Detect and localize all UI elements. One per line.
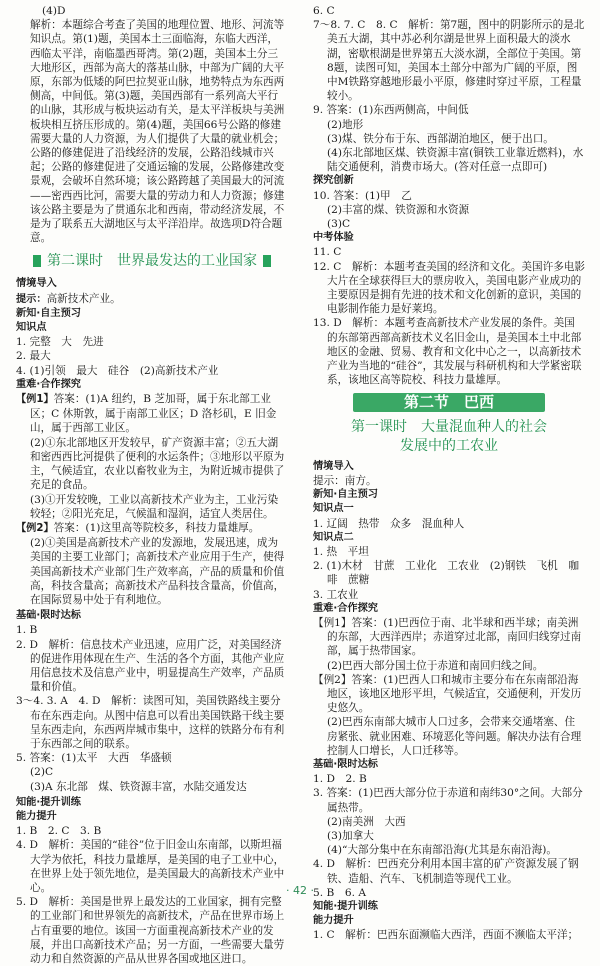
answer-line: (3)加拿大: [327, 829, 374, 842]
example-answer: (3)①开发较晚，工业以高新技术产业为主，工业污染较轻；②阳光充足，气候温和湿润，适宜人类居住。: [30, 493, 279, 520]
section-heading: 重难·合作探究: [16, 378, 81, 390]
answer-line: 11. C: [313, 246, 342, 259]
answer-line: (3)A 东北部 煤、铁资源丰富，水陆交通发达: [30, 780, 247, 793]
answer-line: 4. D 解析：巴西充分利用本国丰富的矿产资源发展了钢铁、造船、汽车、飞机制造等现代工业。: [313, 858, 579, 885]
answer-line: 5. D 解析：美国是世界上最发达的工业国家，拥有完整的工业部门和世界领先的高新技术，产品在世界市场上占有重要的地位。该国一方面重视高新技术产业的发展，并出口高新技术产品；另一方面，一些需要大量劳动力和自然资源的产品从世界各国或地区进口。: [16, 896, 285, 965]
hint-line: 提示：南方。: [313, 474, 377, 487]
example-answer: 【例1】答案：(1)巴西位于南、北半球和西半球；南美洲的东部，大西洋西岸；赤道穿过北部，南回归线穿过南部，属于热带国家。: [313, 616, 582, 658]
section-heading: 知识点: [16, 322, 47, 334]
point-line: 2. (1)木材 甘蔗 工业化 工农业 (2)钢铁 飞机 咖啡 蔗糖: [313, 560, 579, 587]
section-heading: 基础·限时达标: [16, 610, 81, 622]
answer-line: 9. 答案：(1)东西两侧高，中间低: [313, 104, 469, 117]
section-heading: 基础·限时达标: [313, 758, 378, 770]
answer-line: 12. C 解析：本题考查美国的经济和文化。美国许多电影大片在全球获得巨大的票房收入，美国电影产业成功的主要原因是拥有先进的技术和文化创新的意识，美国的电影制作能力是好莱坞。: [313, 260, 585, 316]
answer-line: 1. B 2. C 3. B: [16, 825, 102, 838]
section-heading: 知识点一: [313, 503, 354, 515]
point-line: 1. 完整 大 先进: [16, 336, 104, 349]
answer-line: (4)东北部地区煤、铁资源丰富(铜铁工业靠近燃料)，水陆交通便利，消费市场大。(答对任意一点即可): [327, 147, 584, 174]
answer-line: (3)煤、铁分布于东、西部湖泊地区，便于出口。: [327, 132, 554, 145]
page-number: · 42 ·: [286, 884, 314, 897]
example-answer: (2)①东北部地区开发较早，矿产资源丰富；②五大湖和密西西比河提供了便利的水运条件；③地形以平原为主，气候适宜，农业以畜牧业为主，为附近城市提供了充足的食品。: [30, 436, 285, 492]
answer-line: (4)“大部分集中在东南部沿海(尤其是东南沿海)。: [327, 844, 557, 857]
answer-line: (2)丰富的煤、铁资源和水资源: [327, 203, 470, 216]
right-column: [313, 4, 585, 943]
answer-line: 1. B: [16, 624, 38, 637]
point-line: 1. 辽阔 热带 众多 混血种人: [313, 517, 465, 530]
point-line: 1. 热 平坦: [313, 545, 369, 558]
answer-line: 6. C: [313, 5, 335, 17]
point-line: 4. (1)引领 最大 硅谷 (2)高新技术产业: [16, 364, 219, 377]
point-line: 2. 最大: [16, 350, 51, 363]
section-heading: 能力提升: [16, 810, 57, 822]
answer-line: 5. 答案：(1)太平 大西 华盛顿: [16, 752, 172, 765]
left-column: [16, 4, 288, 966]
answer-line: (2)C: [30, 766, 54, 779]
section-heading: 情境导入: [313, 460, 354, 472]
section-heading: 知识点二: [313, 531, 354, 543]
answer-line: (2)地形: [327, 118, 364, 131]
hint-line: 提示：高新技术产业。: [16, 292, 121, 305]
example-answer: 【例2】答案：(1)这里高等院校多，科技力量雄厚。: [16, 521, 260, 534]
answer-line: 3. 答案：(1)巴西大部分位于赤道和南纬30°之间。大部分属热带。: [313, 787, 583, 814]
section-banner: 第二节 巴西: [353, 393, 545, 411]
point-line: 3. 工农业: [313, 588, 359, 601]
section-heading: 知能·提升训练: [313, 900, 378, 912]
section-heading: 能力提升: [313, 915, 354, 927]
decor-bar-icon: [33, 255, 41, 267]
example-answer: (2)巴西大部分国土位于赤道和南回归线之间。: [327, 659, 544, 672]
answer-line: 7～8. 7. C 8. C 解析：第7题，图中的阴影所示的是北美五大湖，其中苏必利尔湖是世界上面积最大的淡水湖，密歇根湖是世界第五大淡水湖，全部位于美国。第8题，读图可知，美国本土部分中部为广阔的平原，图中M铁路穿越地形最小平原，修建时穿过平原，工程量较小。: [313, 19, 585, 103]
example-answer: 【例1】答案：(1)A 纽约，B 芝加哥，属于东北部工业区；C 休斯敦，属于南部工业区；D 洛杉矶，E 旧金山，属于西部工业区。: [16, 393, 277, 435]
section-heading: 新知·自主预习: [313, 489, 378, 501]
answer-line: 4. D 解析：美国的“硅谷”位于旧金山东南部，以斯坦福大学为依托，科技力量雄厚，是美国的电子工业中心，在世界上处于领先地位，是美国最大的高新技术产业中心。: [16, 839, 285, 894]
section-heading: 探究创新: [313, 175, 354, 187]
answer-line: 3～4. 3. A 4. D 解析：读图可知，美国铁路线主要分布在东西走向。从图中信息可以看出美国铁路干线主要呈东西走向，东西两岸城市集中，这样的铁路分布有利于东西部之间的联系。: [16, 695, 285, 750]
answer-line: (4)D: [42, 5, 66, 17]
section-heading: 中考体验: [313, 232, 354, 244]
lesson-title: 第二课时 世界最发达的工业国家: [16, 251, 288, 271]
answer-line: 2. D 解析：信息技术产业迅速，应用广泛，对美国经济的促进作用体现在生产、生活的各个方面，其他产业应用信息技术及信息产业中，明显提高生产效率，产品质量和价值。: [16, 638, 285, 694]
answer-line: 5. B 6. A: [313, 886, 366, 899]
lesson-title: 第一课时 大量混血种人的社会 发展中的工农业: [351, 418, 547, 454]
example-answer: (2)巴西东南部大城市人口过多，会带来交通堵塞、住房紧张、就业困难、环境恶化等问题。解决办法有合理控制人口增长，人口迁移等。: [327, 716, 582, 757]
example-answer: (2)①美国是高新技术产业的发源地，发展迅速，成为美国的主要工业部门；高新技术产业应用于生产，使得美国高新技术产业部门生产效率高，产品的质量和价值高，科技含量高；高新技术产品科技含量高，价值高，在国际贸易中处于有利地位。: [30, 537, 285, 606]
decor-bar-icon: [263, 255, 271, 267]
answer-line: (2)南美洲 大西: [327, 815, 406, 828]
example-answer: 【例2】答案：(1)巴西人口和城市主要分布在东南部沿海地区，该地区地形平坦，气候适宜，交通便利，开发历史悠久。: [313, 673, 582, 715]
section-heading: 重难·合作探究: [313, 602, 378, 614]
section-heading: 新知·自主预习: [16, 307, 81, 319]
answer-line: 1. C 解析：巴西东面濒临大西洋，西面不濒临太平洋；: [313, 929, 579, 942]
answer-line: 10. 答案：(1)甲 乙: [313, 189, 412, 202]
section-heading: 情境导入: [16, 278, 57, 290]
answer-line: 13. D 解析：本题考查高新技术产业发展的条件。美国的东部第西部高新技术义名旧金山，是美国本土中北部地区的金融、贸易、教育和文化中心之一，以高新技术产业为当地的“硅谷”，其发展与科研机构和大学紧密联系，该地区高等院校、科技力量雄厚。: [313, 317, 582, 387]
answer-line: 1. D 2. B: [313, 773, 367, 786]
section-heading: 知能·提升训练: [16, 796, 81, 808]
explanation-text: 解析：本题综合考查了美国的地理位置、地形、河流等知识点。第(1)题，美国本土三面临海，东临大西洋，西临太平洋，南临墨西哥湾。第(2)题，美国本土分三大地形区，西部为高大的落基山脉，中部为广阔的大平原，东部为低矮的阿巴拉契亚山脉，地势特点为东西两侧高，中间低。第(3)题，美国西部有一系列高大平行的山脉，其形成与板块运动有关，是太平洋板块与美洲板块相互挤压形成的。第(4)题，美国66号公路的修建需要大量的人力资源，为人们提供了大量的就业机会；公路的修建促进了沿线经济的发展，公路沿线城市兴起；公路的修建促进了交通运输的发展，公路修建改变景观，会破坏自然环境；该公路跨越了美国最大的河流——密西西比河，需要大量的劳动力和人力资源；修建该公路主要是为了贯通东北和西南，带动经济发展，不是为了联系五大湖地区与太平洋沿岸。故选项D符合题意。: [30, 19, 285, 245]
answer-line: (3)C: [327, 218, 351, 231]
